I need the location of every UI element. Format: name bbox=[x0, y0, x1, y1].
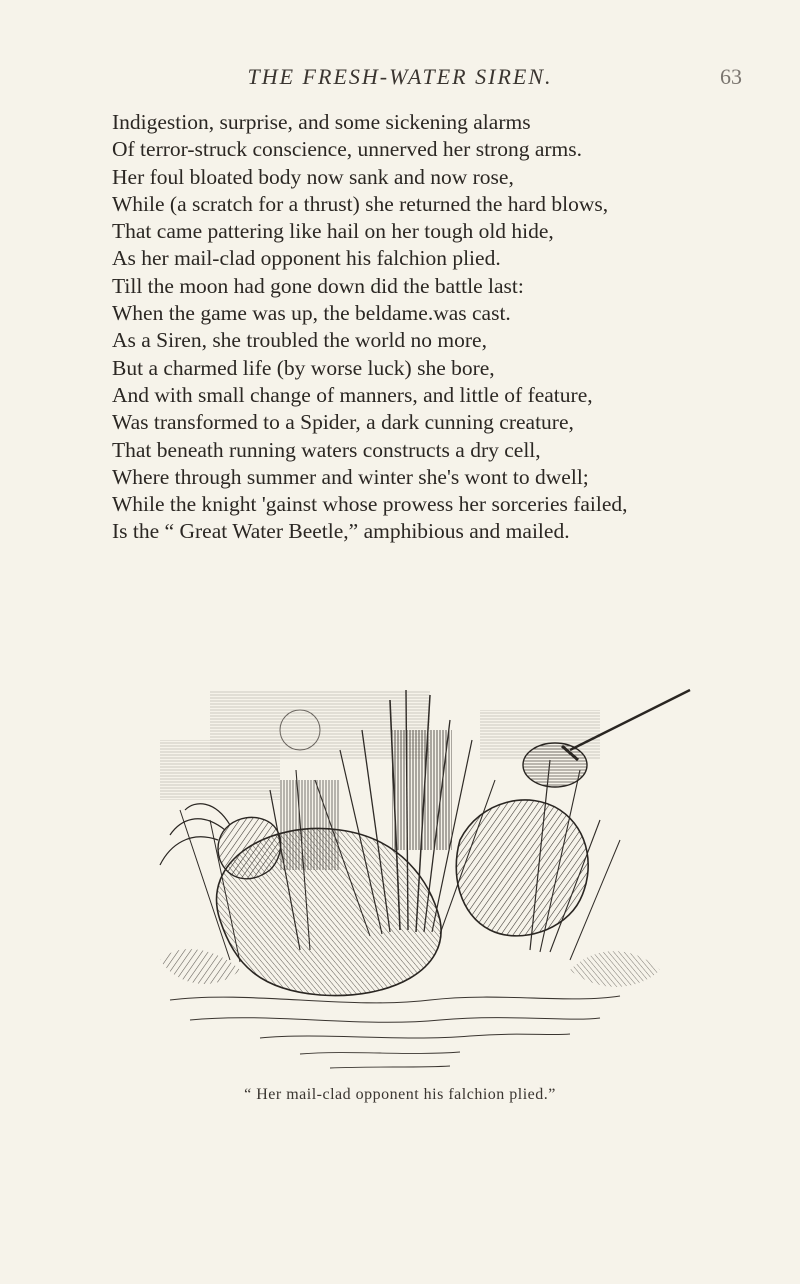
poem-line: Where through summer and winter she's wont to dwell; bbox=[112, 464, 589, 489]
bank-shading-right bbox=[570, 951, 660, 987]
reed-thicket bbox=[392, 730, 452, 850]
poem-line: Is the “ Great Water Beetle,” amphibious and mailed. bbox=[112, 519, 570, 544]
knight-helmet bbox=[523, 743, 587, 787]
poem-line: As a Siren, she troubled the world no more, bbox=[112, 328, 487, 353]
poem-line: And with small change of manners, and little of feature, bbox=[112, 382, 593, 407]
poem-line: While the knight 'gainst whose prowess her sorceries failed, bbox=[112, 492, 628, 517]
knight-figure bbox=[456, 800, 588, 936]
poem-line: While (a scratch for a thrust) she returned the hard blows, bbox=[112, 191, 609, 216]
page-number: 63 bbox=[720, 64, 742, 89]
running-head bbox=[0, 64, 800, 94]
poem-line: Indigestion, surprise, and some sickening alarms bbox=[112, 110, 531, 134]
siren-head bbox=[218, 817, 281, 878]
poem-line: As her mail-clad opponent his falchion plied. bbox=[112, 246, 501, 271]
poem-line: Of terror-struck conscience, unnerved her strong arms. bbox=[112, 137, 582, 162]
engraving-illustration bbox=[100, 670, 700, 1080]
poem-line: That came pattering like hail on her tough old hide, bbox=[112, 219, 554, 244]
poem-line: Her foul bloated body now sank and now rose, bbox=[112, 164, 514, 189]
poem-line: Was transformed to a Spider, a dark cunning creature, bbox=[112, 410, 574, 435]
water-ripples bbox=[170, 996, 620, 1068]
poem-line: That beneath running waters constructs a dry cell, bbox=[112, 437, 541, 462]
illustration-caption: “ Her mail-clad opponent his falchion plied.” bbox=[244, 1086, 556, 1103]
poem-text bbox=[112, 109, 752, 546]
poem-line: But a charmed life (by worse luck) she bore, bbox=[112, 355, 495, 380]
sky-hatching bbox=[160, 690, 600, 800]
running-title: THE FRESH-WATER SIREN. bbox=[247, 64, 553, 89]
poem-line: When the game was up, the beldame.was cast. bbox=[112, 301, 511, 326]
engraving-artwork bbox=[100, 670, 700, 1080]
poem-line: Till the moon had gone down did the battle last: bbox=[112, 273, 524, 298]
